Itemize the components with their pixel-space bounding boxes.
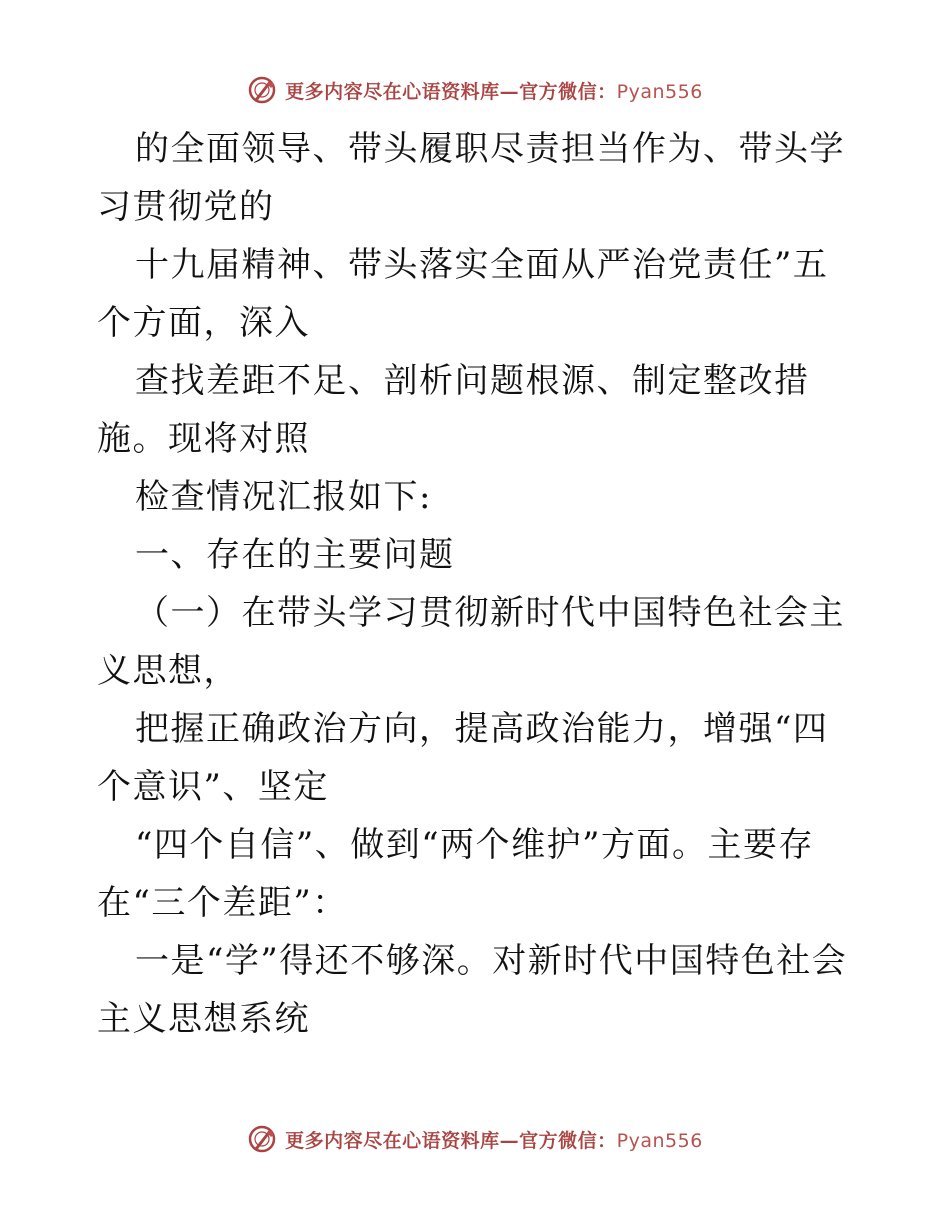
paragraph: 一是“学”得还不够深。对新时代中国特色社会主义思想系统 [97, 941, 848, 1039]
quill-pen-logo-icon [247, 75, 277, 105]
footer-watermark [0, 1119, 950, 1159]
watermark-wechat-id: Pyan556 [616, 1129, 703, 1152]
header-watermark [0, 70, 950, 110]
subsection-heading: （一）在带头学习贯彻新时代中国特色社会主义思想， [97, 593, 845, 691]
section-heading: 一、存在的主要问题 [135, 535, 455, 575]
quill-pen-logo-icon [247, 1124, 277, 1154]
watermark-wechat-id: Pyan556 [616, 80, 703, 103]
watermark-text [285, 77, 703, 104]
paragraph: 检查情况汇报如下: [135, 477, 432, 517]
watermark-slogan: 更多内容尽在心语资料库—官方微信： [285, 80, 617, 103]
paragraph: 十九届精神、带头落实全面从严治党责任”五个方面，深入 [97, 245, 829, 343]
paragraph: 的全面领导、带头履职尽责担当作为、带头学习贯彻党的 [97, 129, 845, 227]
document-body [97, 120, 853, 1048]
paragraph: 查找差距不足、剖析问题根源、制定整改措施。现将对照 [97, 361, 810, 459]
paragraph: “四个自信”、做到“两个维护”方面。主要存在“三个差距”： [97, 825, 815, 923]
watermark-text [285, 1126, 703, 1153]
paragraph: 把握正确政治方向，提高政治能力，增强“四个意识”、坚定 [97, 709, 829, 807]
watermark-slogan: 更多内容尽在心语资料库—官方微信： [285, 1129, 617, 1152]
